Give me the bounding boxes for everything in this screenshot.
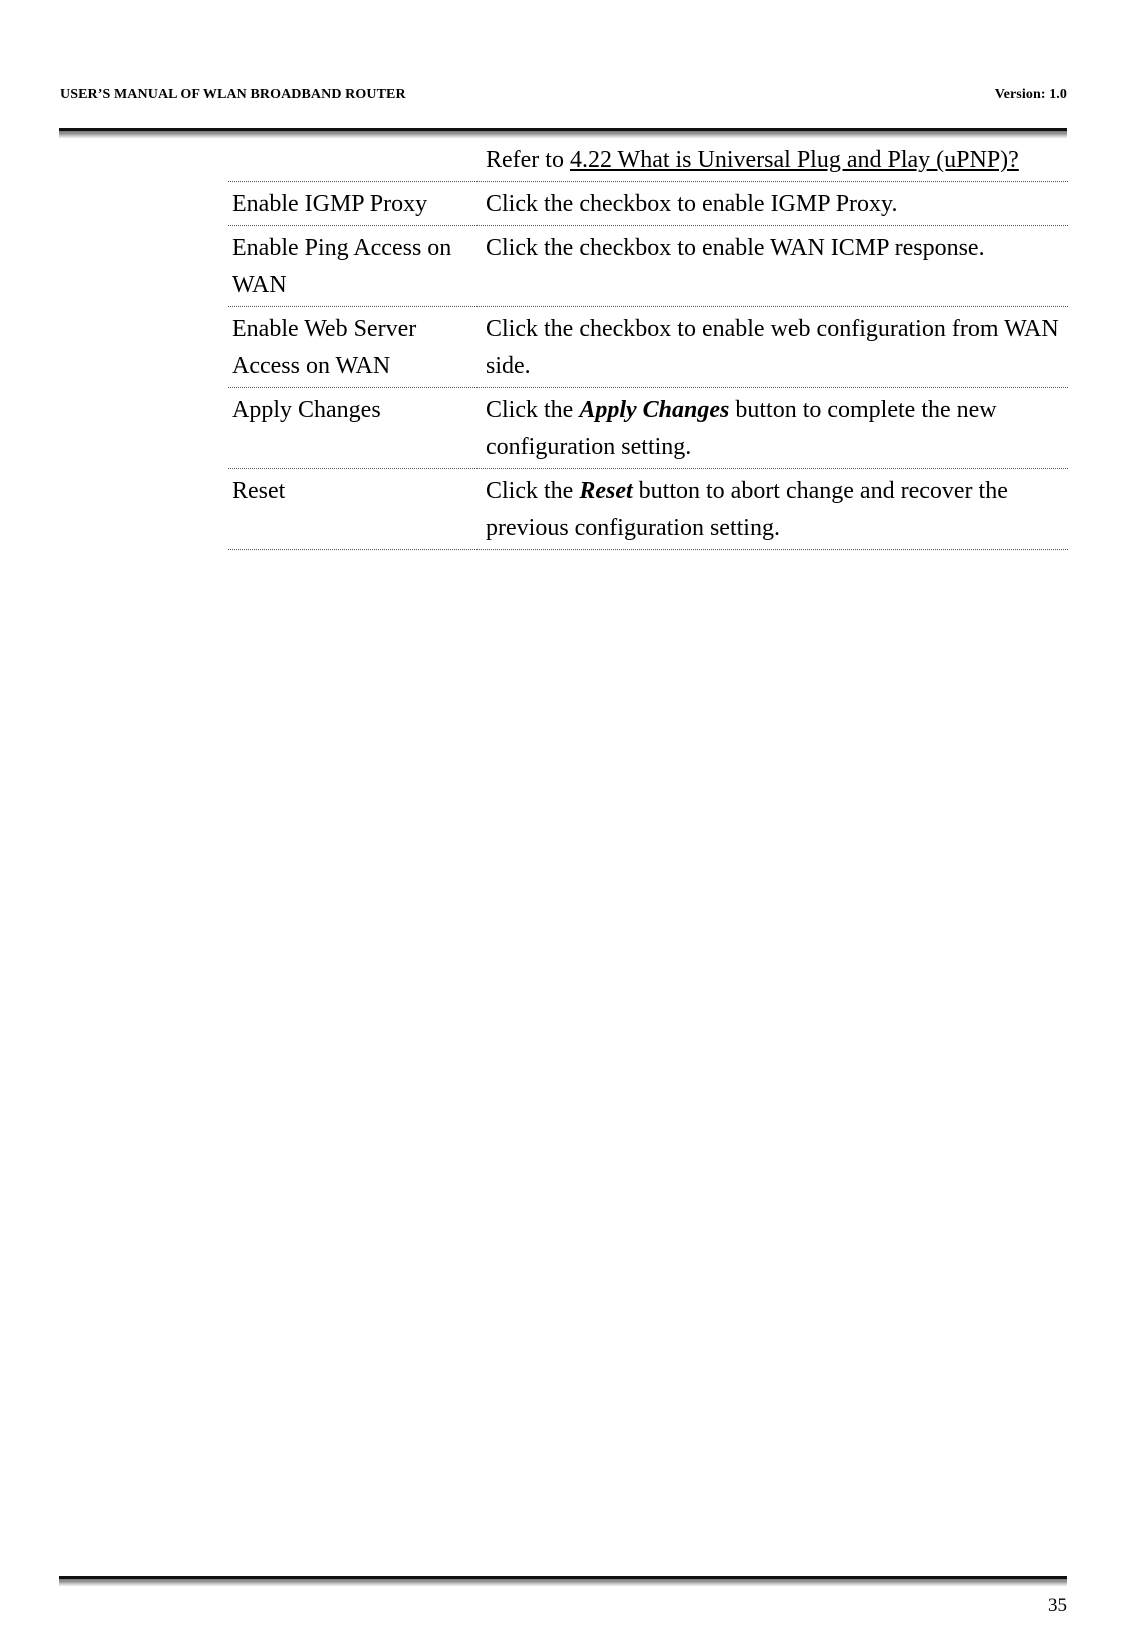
param-cell: Apply Changes [228,388,477,469]
reset-emphasis: Reset [579,478,633,504]
desc-cell [477,469,1068,550]
table-row [228,226,1068,307]
page-number: 35 [1048,1595,1067,1616]
header-version: Version: 1.0 [994,87,1067,102]
table-row [228,469,1068,550]
table-row [228,388,1068,469]
desc-cell [477,388,1068,469]
param-cell: Enable IGMP Proxy [228,182,477,226]
desc-text: button to complete the new configuration setting. [486,397,997,460]
table-row [228,182,1068,226]
desc-text: Click the [486,478,580,504]
desc-cell: Click the checkbox to enable WAN ICMP response. [477,226,1068,307]
desc-cell [477,138,1068,182]
param-cell: Enable Ping Access on WAN [228,226,477,307]
table-row [228,138,1068,182]
desc-text: Click the [486,397,580,423]
header-rule [59,128,1067,138]
desc-cell: Click the checkbox to enable IGMP Proxy. [477,182,1068,226]
desc-cell: Click the checkbox to enable web configuration from WAN side. [477,307,1068,388]
table-row [228,307,1068,388]
upnp-section-link[interactable]: 4.22 What is Universal Plug and Play (uPNP)? [569,147,1019,173]
apply-changes-emphasis: Apply Changes [579,397,730,423]
param-cell [228,138,477,182]
header-title: USER’S MANUAL OF WLAN BROADBAND ROUTER [60,87,406,102]
parameter-table [228,138,1068,550]
footer-rule [59,1576,1067,1586]
param-cell: Reset [228,469,477,550]
desc-text: button to abort change and recover the previous configuration setting. [486,478,1008,541]
desc-text: Refer to [486,147,570,173]
param-cell: Enable Web Server Access on WAN [228,307,477,388]
